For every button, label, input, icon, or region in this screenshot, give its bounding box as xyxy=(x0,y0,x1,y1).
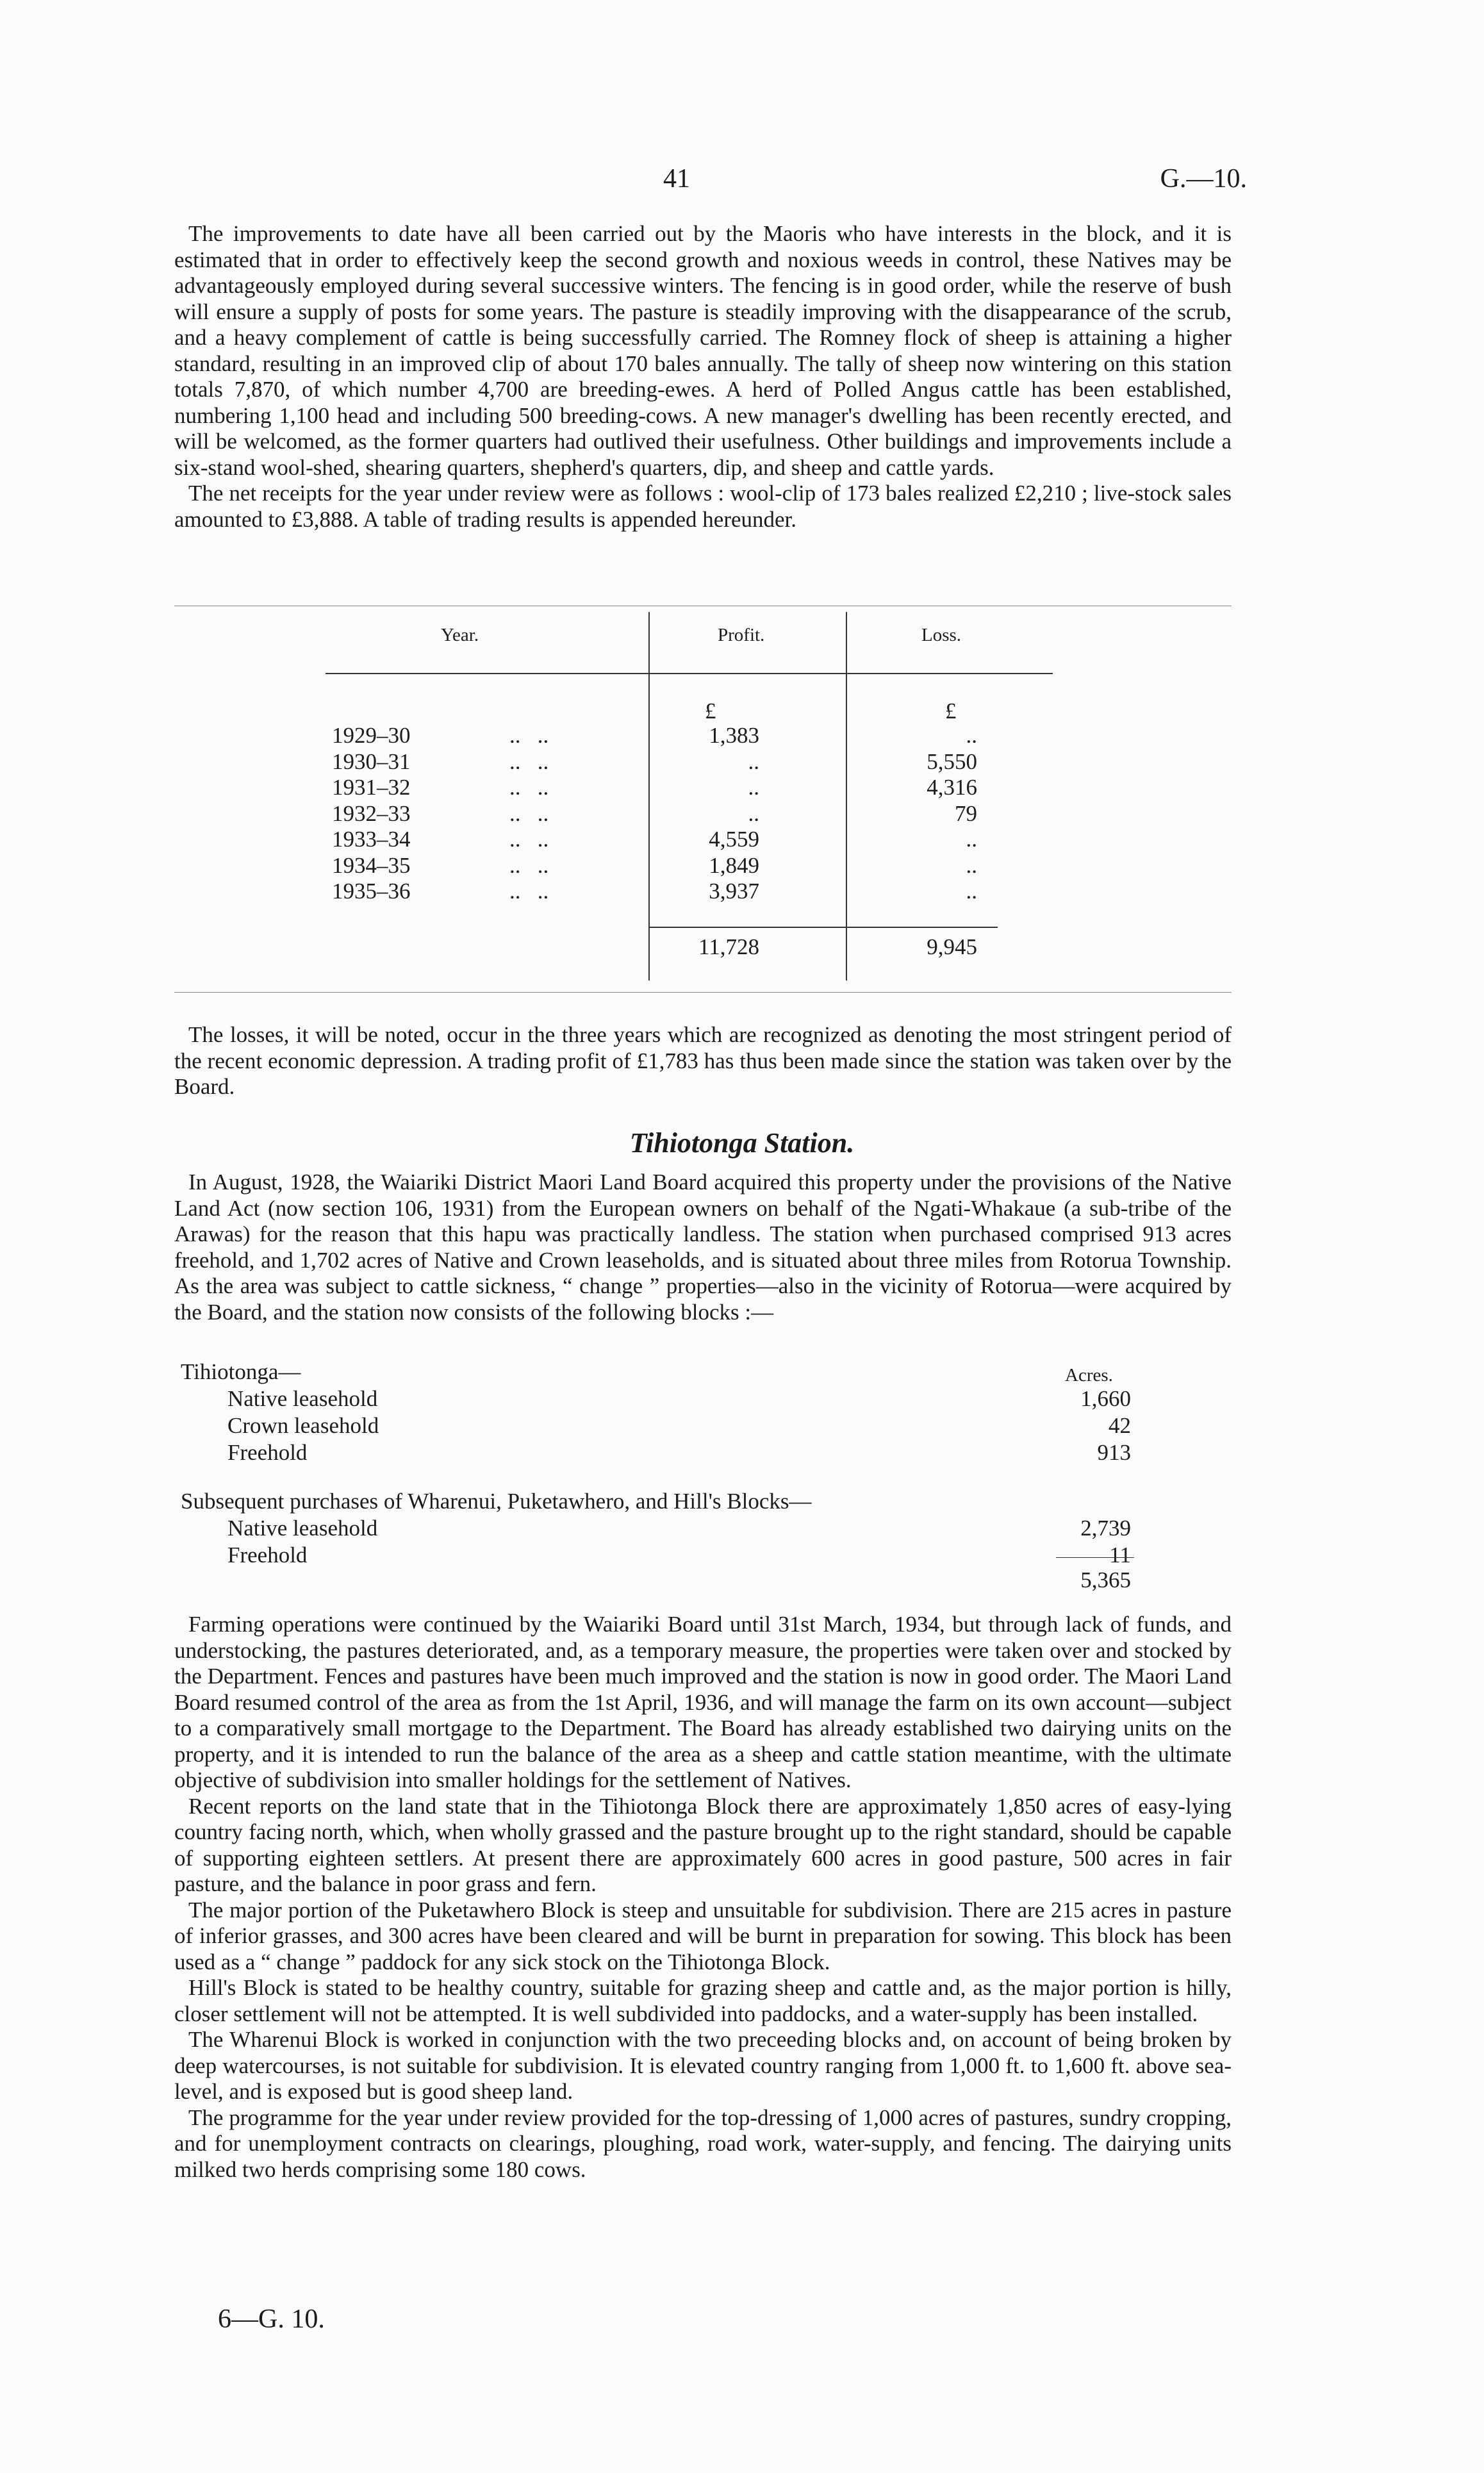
row-year: 1933–34 xyxy=(332,827,411,852)
paragraph-hills-block: Hill's Block is stated to be healthy country, suitable for grazing sheep and cattle and, as the major portion is hilly, closer settlement will not be attempted. It is well subdivided into paddocks, and a water-supply has been installed. xyxy=(174,1975,1232,2026)
losses-section xyxy=(174,1022,1232,1100)
paragraph-wharenui: The Wharenui Block is worked in conjunction with the two preceeding blocks and, on account of being broken by deep watercourses, is not suitable for subdivision. It is elevated country ranging from 1,000 ft. to 1,600 ft. above sea-level, and is exposed but is good sheep land. xyxy=(174,2027,1232,2104)
row-leader-dots: .. .. xyxy=(509,800,549,826)
total-loss: 9,945 xyxy=(927,934,977,959)
loss-currency: £ xyxy=(945,699,957,724)
row-leader-dots: .. .. xyxy=(509,749,549,774)
row-loss: .. xyxy=(966,827,977,852)
row-loss: .. xyxy=(966,879,977,904)
section-heading: Tihiotonga Station. xyxy=(629,1127,855,1159)
acquisition-section xyxy=(174,1170,1232,1325)
column-header-year: Year. xyxy=(441,625,479,645)
total-profit: 11,728 xyxy=(698,934,759,959)
row-year: 1931–32 xyxy=(332,775,411,800)
intro-section xyxy=(174,221,1232,533)
table-divider-1 xyxy=(648,612,650,980)
row-year: 1929–30 xyxy=(332,723,411,748)
block-acres: 913 xyxy=(1097,1440,1131,1465)
row-leader-dots: .. .. xyxy=(509,879,549,904)
paragraph-acquisition: In August, 1928, the Waiariki District Maori Land Board acquired this property under the provisions of the Native Land Act (now section 106, 1931) from the European owners on behalf of the Ngati-Whakaue (a sub-tribe of the Arawas) for the reason that this hapu was practically landless. The station when purchased comprised 913 acres freehold, and 1,702 acres of Native and Crown leaseholds, and is situated about three miles from Rotorua Township. As the area was subject to cattle sickness, “ change ” properties—also in the vicinity of Rotorua—were acquired by the Board, and the station now consists of the following blocks :— xyxy=(174,1170,1232,1325)
block-acres: 42 xyxy=(1109,1413,1131,1438)
paragraph-losses: The losses, it will be noted, occur in the three years which are recognized as denoting the most stringent period of the recent economic depression. A trading profit of £1,783 has thus been made since the station was taken over by the Board. xyxy=(174,1022,1232,1099)
block-acres: 11 xyxy=(1109,1543,1131,1567)
row-profit: 1,849 xyxy=(709,852,759,878)
row-profit: 4,559 xyxy=(709,827,759,852)
block-label: Native leasehold xyxy=(227,1516,378,1541)
row-loss: 79 xyxy=(955,800,977,826)
blocks-total: 5,365 xyxy=(1080,1567,1131,1592)
column-header-loss: Loss. xyxy=(921,625,962,645)
block-label: Freehold xyxy=(227,1543,308,1567)
report-reference: G.—10. xyxy=(1160,164,1247,194)
block-label: Crown leasehold xyxy=(227,1413,379,1438)
row-leader-dots: .. .. xyxy=(509,852,549,878)
paragraph-improvements: The improvements to date have all been carried out by the Maoris who have interests in the block, and it is estimated that in order to effectively keep the second growth and noxious weeds in control, these Natives may be advantageously employed during several successive winters. The fencing is in good order, while the reserve of bush will ensure a supply of posts for some years. The pasture is steadily improving with the disappearance of the scrub, and a heavy complement of cattle is being successfully carried. The Romney flock of sheep is attaining a higher standard, resulting in an improved clip of about 170 bales annually. The tally of sheep now wintering on this station totals 7,870, of which number 4,700 are breeding-ewes. A herd of Polled Angus cattle has been established, numbering 1,100 head and including 500 breeding-cows. A new manager's dwelling has been recently erected, and will be welcomed, as the former quarters had outlived their usefulness. Other buildings and improvements include a six-stand wool-shed, shearing quarters, shepherd's quarters, dip, and sheep and cattle yards. xyxy=(174,221,1232,480)
row-year: 1932–33 xyxy=(332,800,411,826)
table-total-rule xyxy=(648,927,998,928)
table-bottom-rule xyxy=(174,992,1232,993)
profit-currency: £ xyxy=(705,699,716,724)
row-leader-dots: .. .. xyxy=(509,775,549,800)
group-subsequent: Subsequent purchases of Wharenui, Puketawhero, and Hill's Blocks— xyxy=(181,1489,812,1514)
group-tihiotonga: Tihiotonga— xyxy=(181,1359,301,1384)
column-header-profit: Profit. xyxy=(718,625,765,645)
row-loss: 5,550 xyxy=(927,749,977,774)
row-loss: 4,316 xyxy=(927,775,977,800)
row-leader-dots: .. .. xyxy=(509,723,549,748)
row-year: 1935–36 xyxy=(332,879,411,904)
row-profit: .. xyxy=(748,775,759,800)
page-header xyxy=(0,163,1484,202)
operations-section xyxy=(174,1612,1232,2183)
paragraph-net-receipts: The net receipts for the year under review were as follows : wool-clip of 173 bales realized £2,210 ; live-stock sales amounted to £3,888. A table of trading results is appended hereunder. xyxy=(174,481,1232,532)
row-year: 1930–31 xyxy=(332,749,411,774)
paragraph-tihiotonga-reports: Recent reports on the land state that in the Tihiotonga Block there are approximately 1,850 acres of easy-lying country facing north, which, when wholly grassed and the pasture brought up to the right standard, should be capable of supporting eighteen settlers. At present there are approximately 600 acres in good pasture, 500 acres in fair pasture, and the balance in poor grass and fern. xyxy=(174,1793,1232,1896)
acres-header: Acres. xyxy=(1065,1365,1113,1385)
table-header-rule xyxy=(326,673,1053,674)
row-leader-dots: .. .. xyxy=(509,827,549,852)
paragraph-operations: Farming operations were continued by the Waiariki Board until 31st March, 1934, but through lack of funds, and understocking, the pastures deteriorated, and, as a temporary measure, the properties were taken over and stocked by the Department. Fences and pastures have been much improved and the station is now in good order. The Maori Land Board resumed control of the area as from the 1st April, 1936, and will manage the farm on its own account—subject to a comparatively small mortgage to the Department. The Board has already established two dairying units on the property, and it is intended to run the balance of the area as a sheep and cattle station meantime, with the ultimate objective of subdivision into smaller holdings for the settlement of Natives. xyxy=(174,1612,1232,1792)
row-loss: .. xyxy=(966,852,977,878)
paragraph-programme: The programme for the year under review provided for the top-dressing of 1,000 acres of pastures, sundry cropping, and for unemployment contracts on clearings, ploughing, road work, water-supply, and fencing. The dairying units milked two herds comprising some 180 cows. xyxy=(174,2105,1232,2182)
block-acres: 2,739 xyxy=(1080,1516,1131,1541)
table-divider-2 xyxy=(846,612,847,980)
page-footer: 6—G. 10. xyxy=(218,2304,325,2334)
row-loss: .. xyxy=(966,723,977,748)
block-acres: 1,660 xyxy=(1080,1386,1131,1411)
row-year: 1934–35 xyxy=(332,852,411,878)
row-profit: .. xyxy=(748,749,759,774)
blocks-total-rule xyxy=(1056,1557,1134,1558)
paragraph-puketawhero: The major portion of the Puketawhero Block is steep and unsuitable for subdivision. There are 215 acres in pasture of inferior grasses, and 300 acres have been cleared and will be burnt in preparation for sowing. This block has been used as a “ change ” paddock for any sick stock on the Tihiotonga Block. xyxy=(174,1897,1232,1974)
block-label: Freehold xyxy=(227,1440,308,1465)
block-label: Native leasehold xyxy=(227,1386,378,1411)
row-profit: 3,937 xyxy=(709,879,759,904)
page-number: 41 xyxy=(663,164,690,194)
row-profit: .. xyxy=(748,800,759,826)
row-profit: 1,383 xyxy=(709,723,759,748)
